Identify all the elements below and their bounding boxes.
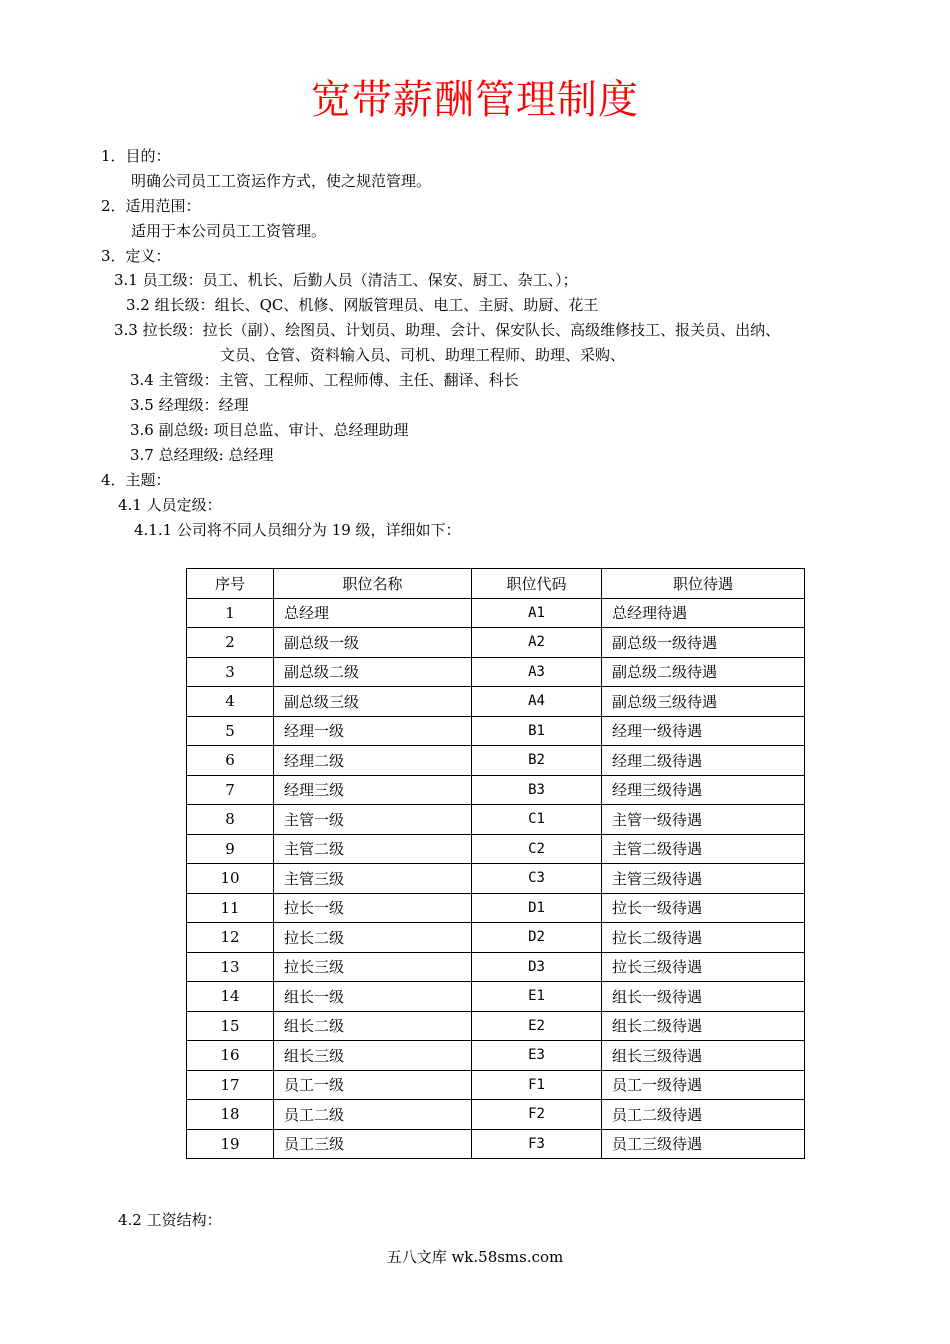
cell-serial: 10 (187, 864, 274, 894)
grade-table (186, 568, 805, 1159)
section-2-text: 适用于本公司员工工资管理。 (131, 222, 327, 240)
header-serial: 序号 (187, 569, 274, 599)
cell-serial: 12 (187, 923, 274, 953)
cell-position-name: 组长二级 (274, 1011, 472, 1041)
cell-position-name: 副总级二级 (274, 657, 472, 687)
table-row (187, 598, 805, 628)
table-row (187, 628, 805, 658)
cell-position-code: C2 (472, 834, 602, 864)
cell-position-code: D3 (472, 952, 602, 982)
table-row (187, 716, 805, 746)
section-1-heading: 1．目的： (101, 147, 171, 165)
cell-position-treatment: 员工三级待遇 (602, 1129, 805, 1159)
section-4-heading: 4．主题： (101, 471, 171, 489)
document-title: 宽带薪酬管理制度 (311, 77, 639, 123)
definition-3-4: 3.4 主管级：主管、工程师、工程师傅、主任、翻译、科长 (130, 371, 519, 389)
cell-position-treatment: 拉长一级待遇 (602, 893, 805, 923)
table-row (187, 952, 805, 982)
definition-3-3: 3.3 拉长级：拉长（副）、绘图员、计划员、助理、会计、保安队长、高级维修技工、报关员、出纳、 (114, 321, 781, 339)
table-row (187, 687, 805, 717)
cell-position-code: B3 (472, 775, 602, 805)
table-row (187, 834, 805, 864)
cell-position-code: F2 (472, 1100, 602, 1130)
cell-position-name: 经理三级 (274, 775, 472, 805)
table-row (187, 1041, 805, 1071)
table-row (187, 1100, 805, 1130)
cell-position-name: 员工二级 (274, 1100, 472, 1130)
cell-position-treatment: 副总级三级待遇 (602, 687, 805, 717)
table-header-row (187, 569, 805, 599)
cell-position-name: 员工一级 (274, 1070, 472, 1100)
cell-position-name: 主管一级 (274, 805, 472, 835)
cell-serial: 19 (187, 1129, 274, 1159)
table-row (187, 1070, 805, 1100)
definition-3-2: 3.2 组长级：组长、QC、机修、网版管理员、电工、主厨、助厨、花王 (126, 296, 599, 314)
table-row (187, 982, 805, 1012)
table-row (187, 864, 805, 894)
cell-serial: 4 (187, 687, 274, 717)
cell-position-treatment: 经理一级待遇 (602, 716, 805, 746)
cell-position-name: 员工三级 (274, 1129, 472, 1159)
cell-position-name: 总经理 (274, 598, 472, 628)
cell-position-treatment: 主管一级待遇 (602, 805, 805, 835)
cell-position-treatment: 经理二级待遇 (602, 746, 805, 776)
section-2-heading: 2．适用范围： (101, 197, 201, 215)
cell-position-treatment: 总经理待遇 (602, 598, 805, 628)
cell-serial: 16 (187, 1041, 274, 1071)
cell-position-treatment: 副总级一级待遇 (602, 628, 805, 658)
cell-position-name: 拉长一级 (274, 893, 472, 923)
table-row (187, 1011, 805, 1041)
table-row (187, 775, 805, 805)
cell-position-code: F1 (472, 1070, 602, 1100)
cell-serial: 3 (187, 657, 274, 687)
cell-serial: 7 (187, 775, 274, 805)
cell-position-code: A2 (472, 628, 602, 658)
cell-position-treatment: 经理三级待遇 (602, 775, 805, 805)
cell-position-treatment: 组长一级待遇 (602, 982, 805, 1012)
definition-3-3-continued: 文员、仓管、资料输入员、司机、助理工程师、助理、采购、 (220, 346, 626, 364)
cell-position-treatment: 副总级二级待遇 (602, 657, 805, 687)
table-row (187, 746, 805, 776)
table-body (187, 598, 805, 1159)
section-4-1-1-text: 4.1.1 公司将不同人员细分为 19 级，详细如下： (134, 521, 461, 539)
cell-position-name: 拉长二级 (274, 923, 472, 953)
section-4-2-heading: 4.2 工资结构： (118, 1211, 222, 1229)
cell-position-treatment: 组长三级待遇 (602, 1041, 805, 1071)
definition-3-7: 3.7 总经理级: 总经理 (130, 446, 274, 464)
header-position-name: 职位名称 (274, 569, 472, 599)
section-1-text: 明确公司员工工资运作方式，使之规范管理。 (131, 172, 432, 190)
cell-position-treatment: 主管三级待遇 (602, 864, 805, 894)
header-position-treatment: 职位待遇 (602, 569, 805, 599)
footer-watermark: 五八文库 wk.58sms.com (386, 1248, 564, 1266)
cell-position-name: 经理一级 (274, 716, 472, 746)
table-row (187, 805, 805, 835)
definition-3-5: 3.5 经理级：经理 (130, 396, 249, 414)
cell-position-code: A1 (472, 598, 602, 628)
cell-serial: 18 (187, 1100, 274, 1130)
cell-serial: 6 (187, 746, 274, 776)
cell-serial: 8 (187, 805, 274, 835)
cell-position-treatment: 主管二级待遇 (602, 834, 805, 864)
cell-serial: 13 (187, 952, 274, 982)
cell-serial: 14 (187, 982, 274, 1012)
cell-position-treatment: 员工一级待遇 (602, 1070, 805, 1100)
cell-position-name: 经理二级 (274, 746, 472, 776)
table-row (187, 1129, 805, 1159)
definition-3-6: 3.6 副总级: 项目总监、审计、总经理助理 (130, 421, 409, 439)
cell-serial: 1 (187, 598, 274, 628)
cell-position-code: F3 (472, 1129, 602, 1159)
cell-position-code: C3 (472, 864, 602, 894)
cell-serial: 9 (187, 834, 274, 864)
cell-position-name: 主管三级 (274, 864, 472, 894)
cell-position-name: 副总级一级 (274, 628, 472, 658)
section-4-1-heading: 4.1 人员定级： (118, 496, 222, 514)
cell-position-code: B1 (472, 716, 602, 746)
cell-position-treatment: 组长二级待遇 (602, 1011, 805, 1041)
definition-3-1: 3.1 员工级：员工、机长、后勤人员（清洁工、保安、厨工、杂工、）； (114, 271, 578, 289)
cell-position-code: A3 (472, 657, 602, 687)
cell-position-code: B2 (472, 746, 602, 776)
cell-serial: 15 (187, 1011, 274, 1041)
cell-position-code: D1 (472, 893, 602, 923)
cell-serial: 17 (187, 1070, 274, 1100)
cell-position-treatment: 员工二级待遇 (602, 1100, 805, 1130)
header-position-code: 职位代码 (472, 569, 602, 599)
cell-position-code: E1 (472, 982, 602, 1012)
cell-position-code: A4 (472, 687, 602, 717)
section-3-heading: 3．定义： (101, 247, 171, 265)
cell-position-code: E2 (472, 1011, 602, 1041)
table-row (187, 893, 805, 923)
table-row (187, 657, 805, 687)
cell-serial: 2 (187, 628, 274, 658)
cell-position-code: E3 (472, 1041, 602, 1071)
cell-position-name: 副总级三级 (274, 687, 472, 717)
cell-position-treatment: 拉长三级待遇 (602, 952, 805, 982)
cell-position-treatment: 拉长二级待遇 (602, 923, 805, 953)
cell-position-name: 主管二级 (274, 834, 472, 864)
table-row (187, 923, 805, 953)
cell-position-name: 组长三级 (274, 1041, 472, 1071)
cell-position-code: C1 (472, 805, 602, 835)
cell-position-code: D2 (472, 923, 602, 953)
cell-serial: 5 (187, 716, 274, 746)
cell-position-name: 组长一级 (274, 982, 472, 1012)
cell-position-name: 拉长三级 (274, 952, 472, 982)
cell-serial: 11 (187, 893, 274, 923)
